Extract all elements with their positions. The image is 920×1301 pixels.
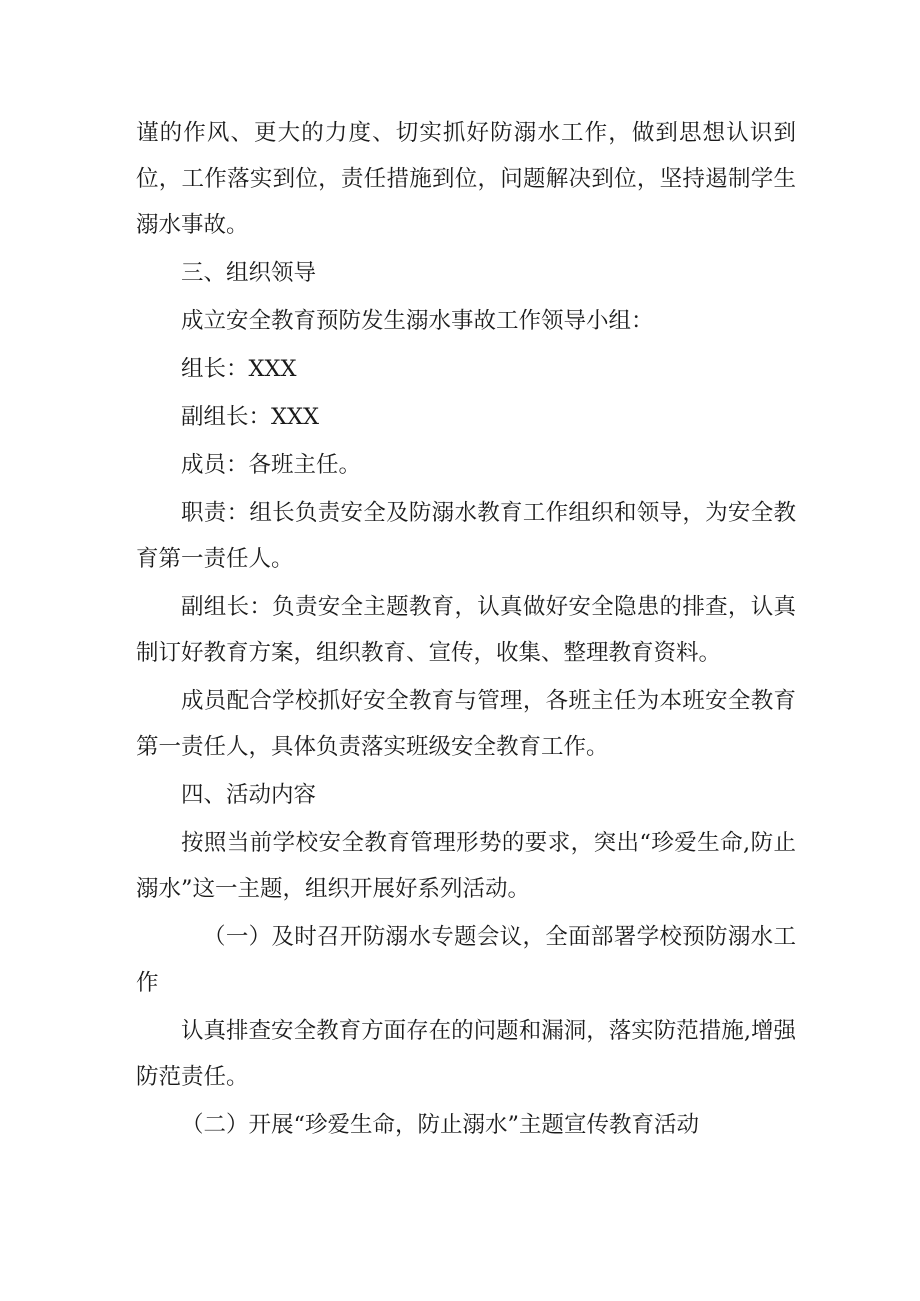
paragraph-duty-members: 成员配合学校抓好安全教育与管理，各班主任为本班安全教育第一责任人，具体负责落实班级安全教育工作。 [136,688,796,760]
paragraph-continuation: 谨的作风、更大的力度、切实抓好防溺水工作，做到思想认识到位，工作落实到位，责任措施到位，问题解决到位，坚持遏制学生溺水事故。 [136,120,796,238]
paragraph-group-setup: 成立安全教育预防发生溺水事故工作领导小组： [181,308,654,334]
section-heading-activities: 四、活动内容 [181,782,317,808]
paragraph-group-leader: 组长：XXX [181,356,297,382]
paragraph-members: 成员：各班主任。 [181,452,362,478]
paragraph-activities-intro: 按照当前学校安全教育管理形势的要求，突出“珍爱生命,防止溺水”这一主题，组织开展好系列活动。 [136,830,796,902]
document-body [136,110,796,1150]
subsection-heading-campaign: （二）开展“珍爱生命，防止溺水”主题宣传教育活动 [181,1112,700,1138]
section-heading-organization: 三、组织领导 [181,260,317,286]
paragraph-duty-deputy: 副组长：负责安全主题教育，认真做好安全隐患的排查，认真制订好教育方案，组织教育、宣传，收集、整理教育资料。 [136,594,796,666]
paragraph-deputy-leader: 副组长：XXX [181,404,320,430]
paragraph-duty-leader: 职责：组长负责安全及防溺水教育工作组织和领导，为安全教育第一责任人。 [136,500,796,572]
paragraph-meeting-detail: 认真排查安全教育方面存在的问题和漏洞，落实防范措施,增强防范责任。 [136,1018,796,1090]
subsection-heading-meeting: （一）及时召开防溺水专题会议，全面部署学校预防溺水工作 [136,924,796,996]
